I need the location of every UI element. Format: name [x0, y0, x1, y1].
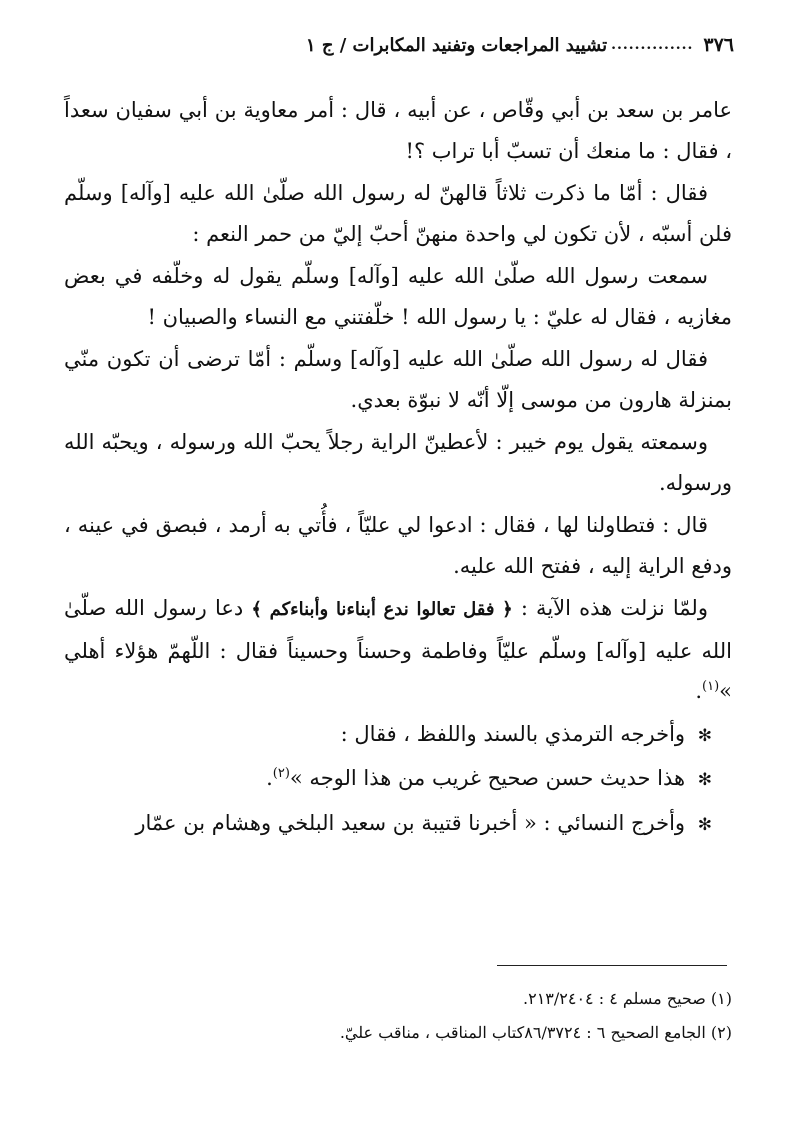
running-title: تشييد المراجعات وتفنيد المكابرات / ج ١	[305, 34, 608, 56]
verse-continuation: دعا رسول الله صلّىٰ الله عليه [وآله] وسلّم عليّاً وفاطمة وحسناً وحسيناً فقال : اللّهمّ هؤلاء أهلي »	[64, 596, 732, 703]
bullet-paragraph	[64, 714, 732, 757]
paragraph: وسمعته يقول يوم خيبر : لأعطينّ الراية رجلاً يحبّ الله ورسوله ، ويحبّه الله ورسوله.	[64, 430, 732, 495]
bullet-text: وأخرج النسائي : « أخبرنا قتيبة بن سعيد البلخي وهشام بن عمّار	[135, 810, 686, 835]
paragraph: قال : فتطاولنا لها ، فقال : ادعوا لي عليّاً ، فأُتي به أرمد ، فبصق في عينه ، ودفع الراية إليه ، ففتح الله عليه.	[64, 513, 732, 578]
paragraph: عامر بن سعد بن أبي وقّاص ، عن أبيه ، قال : أمر معاوية بن أبي سفيان سعداً ، فقال : ما منعك أن تسبّ أبا تراب ؟!	[64, 98, 732, 163]
bullet-text: هذا حديث حسن صحيح غريب من هذا الوجه »	[289, 766, 686, 790]
paragraph: سمعت رسول الله صلّىٰ الله عليه [وآله] وسلّم يقول له وخلّفه في بعض مغازيه ، فقال له عليّ : يا رسول الله ! خلّفتني مع النساء والصبيان !	[64, 264, 732, 329]
bullet-paragraph	[64, 803, 732, 846]
footnotes	[64, 982, 732, 1050]
asterisk-icon: ✻	[697, 814, 712, 835]
asterisk-icon: ✻	[697, 725, 712, 746]
header-leader-dots: ..............	[611, 37, 694, 53]
footnote-1: (١) صحيح مسلم ٤ : ٢١٣/٢٤٠٤.	[523, 989, 732, 1008]
verse-intro: ولمّا نزلت هذه الآية :	[520, 596, 708, 620]
page-number: ٣٧٦	[703, 34, 734, 56]
footnote-2: (٢) الجامع الصحيح ٦ : ٨٦/٣٧٢٤كتاب المناقب ، مناقب عليّ.	[339, 1023, 732, 1042]
footnote-divider	[497, 965, 727, 966]
paragraph: فقال : أمّا ما ذكرت ثلاثاً قالهنّ له رسول الله صلّىٰ الله عليه [وآله] وسلّم فلن أسبّه ، لأن تكون لي واحدة منهنّ أحبّ إليّ من حمر النعم :	[64, 181, 732, 246]
bullet-end: .	[266, 766, 273, 790]
main-text	[64, 90, 732, 847]
quran-verse: ﴿ فقل تعالوا ندع أبناءنا وأبناءكم ﴾	[251, 599, 513, 620]
footnote-ref-2[interactable]: (٢)	[272, 766, 290, 781]
bullet-paragraph	[64, 758, 732, 801]
verse-paragraph	[64, 588, 732, 712]
footnote-ref-1[interactable]: (١)	[702, 679, 720, 694]
verse-end: .	[695, 679, 702, 703]
bullet-text: وأخرجه الترمذي بالسند واللفظ ، فقال :	[340, 721, 686, 746]
asterisk-icon: ✻	[697, 770, 712, 790]
page-header	[58, 28, 734, 62]
paragraph: فقال له رسول الله صلّىٰ الله عليه [وآله] وسلّم : أمّا ترضى أن تكون منّي بمنزلة هارون من موسى إلّا أنّه لا نبوّة بعدي.	[64, 347, 732, 412]
